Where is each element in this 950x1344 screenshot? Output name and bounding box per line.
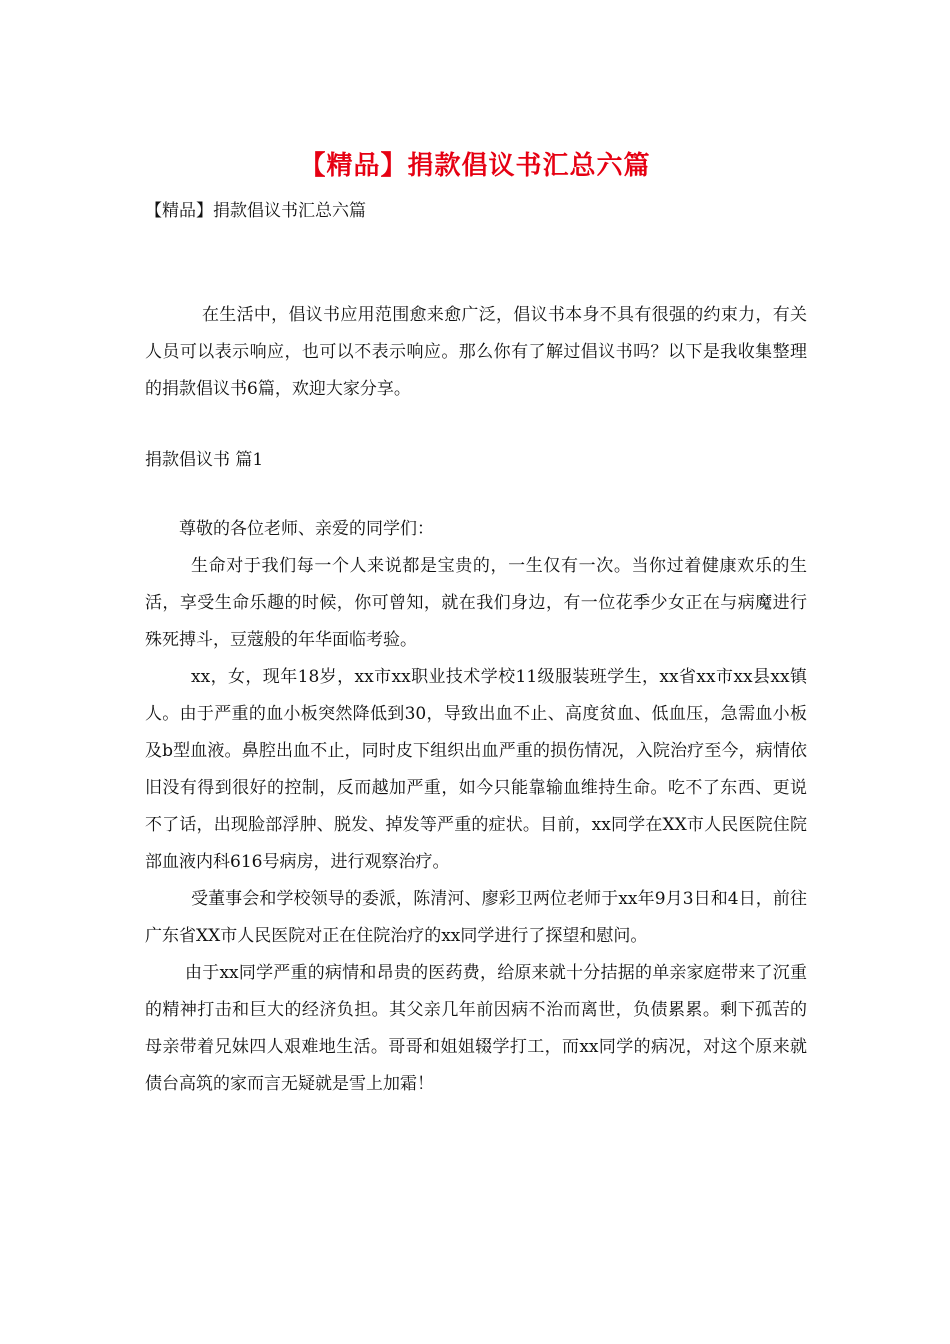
section-heading: 捐款倡议书 篇1 — [145, 450, 264, 470]
body-paragraph-3: 受董事会和学校领导的委派，陈清河、廖彩卫两位老师于xx年9月3日和4日，前往广东省XX市人民医院对正在住院治疗的xx同学进行了探望和慰问。 — [145, 889, 807, 946]
body-paragraph-1: 生命对于我们每一个人来说都是宝贵的，一生仅有一次。当你过着健康欢乐的生活，享受生命乐趣的时候，你可曾知，就在我们身边，有一位花季少女正在与病魔进行殊死搏斗，豆蔻般的年华面临考验。 — [145, 556, 807, 650]
body-paragraph-4: 由于xx同学严重的病情和昂贵的医药费，给原来就十分拮据的单亲家庭带来了沉重的精神打击和巨大的经济负担。其父亲几年前因病不治而离世，负债累累。剩下孤苦的母亲带着兄妹四人艰难地生活。哥哥和姐姐辍学打工，而xx同学的病况，对这个原来就债台高筑的家而言无疑就是雪上加霜！ — [145, 963, 807, 1094]
document-title: 【精品】捐款倡议书汇总六篇 — [299, 151, 651, 181]
salutation: 尊敬的各位老师、亲爱的同学们： — [179, 519, 434, 539]
body-paragraph-2: xx，女，现年18岁，xx市xx职业技术学校11级服装班学生，xx省xx市xx县xx镇人。由于严重的血小板突然降低到30，导致出血不止、高度贫血、低血压，急需血小板及b型血液。鼻腔出血不止，同时皮下组织出血严重的损伤情况，入院治疗至今，病情依旧没有得到很好的控制，反而越加严重，如今只能靠输血维持生命。吃不了东西、更说不了话，出现脸部浮肿、脱发、掉发等严重的症状。目前，xx同学在XX市人民医院住院部血液内科616号病房，进行观察治疗。 — [145, 667, 807, 872]
document-subtitle: 【精品】捐款倡议书汇总六篇 — [145, 201, 366, 221]
letter-body — [145, 511, 807, 1103]
intro-paragraph: 在生活中，倡议书应用范围愈来愈广泛，倡议书本身不具有很强的约束力，有关人员可以表示响应，也可以不表示响应。那么你有了解过倡议书吗？以下是我收集整理的捐款倡议书6篇，欢迎大家分享。 — [145, 305, 807, 399]
intro-section — [145, 297, 807, 408]
